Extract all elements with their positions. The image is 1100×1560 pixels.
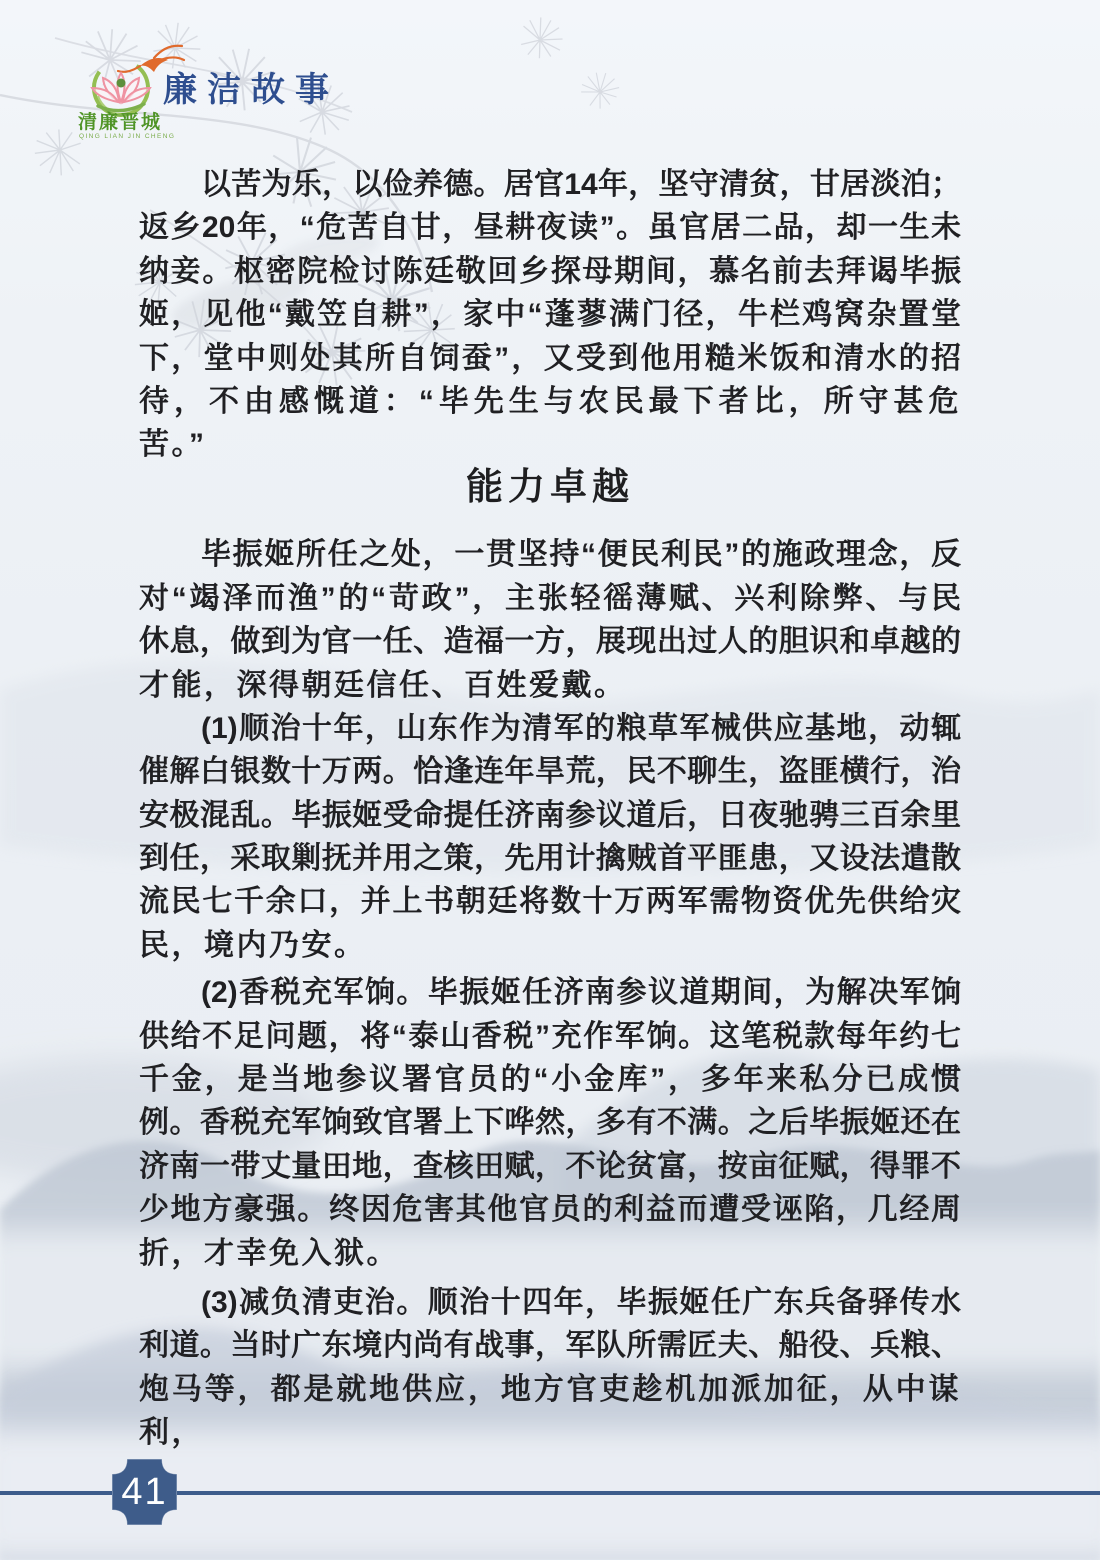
paragraph (139, 163, 961, 462)
paragraph (139, 971, 961, 1275)
paragraph (139, 1281, 961, 1450)
page-number: 41 (121, 1471, 168, 1513)
logo-name-cn: 清廉晋城 (78, 112, 163, 133)
text-line: 待，不由感慨道：“毕先生与农民最下者比，所守甚危苦。” (139, 384, 961, 462)
text-line: 纳妾。枢密院检讨陈廷敬回乡探母期间，慕名前去拜谒毕振 (139, 254, 961, 288)
text-line: 例。香税充军饷致官署上下哗然，多有不满。之后毕振姬还在 (139, 1106, 961, 1140)
text-line: 催解白银数十万两。恰逢连年旱荒，民不聊生，盗匪横行，治 (139, 755, 961, 789)
section-heading: 能力卓越 (466, 466, 634, 508)
text-line: (3)减负清吏治。顺治十四年，毕振姬任广东兵备驿传水 (201, 1285, 961, 1319)
paragraph (139, 707, 961, 967)
text-line: 千金，是当地参议署官员的“小金库”，多年来私分已成惯 (139, 1063, 961, 1097)
text-line: 供给不足问题，将“泰山香税”充作军饷。这笔税款每年约七 (139, 1019, 961, 1053)
text-line: 以苦为乐，以俭养德。居官14年，坚守清贫，甘居淡泊； (201, 168, 961, 201)
text-line: (2)香税充军饷。毕振姬任济南参议道期间，为解决军饷 (201, 976, 961, 1010)
column-title: 廉洁故事 (163, 71, 339, 109)
text-line: 毕振姬所任之处，一贯坚持“便民利民”的施政理念，反 (201, 538, 961, 572)
logo-seal-icon (117, 79, 126, 88)
paragraph (139, 533, 961, 707)
text-line: 安极混乱。毕振姬受命提任济南参议道后，日夜驰骋三百余里 (139, 798, 961, 832)
text-line: (1)顺治十年，山东作为清军的粮草军械供应基地，动辄 (201, 711, 961, 745)
text-line: 民，境内乃安。 (139, 928, 367, 962)
text-line: 少地方豪强。终因危害其他官员的利益而遭受诬陷，几经周 (139, 1193, 961, 1227)
text-line: 流民七千余口，并上书朝廷将数十万两军需物资优先供给灾 (139, 885, 961, 919)
text-line: 返乡20年，“危苦自甘，昼耕夜读”。虽官居二品，却一生未 (139, 211, 961, 245)
text-line: 休息，做到为官一任、造福一方，展现出过人的胆识和卓越的 (139, 625, 961, 659)
text-line: 才能，深得朝廷信任、百姓爱戴。 (139, 668, 627, 702)
text-line: 折，才幸免入狱。 (139, 1236, 399, 1270)
body-paragraphs (139, 533, 961, 1450)
text-line: 对“竭泽而渔”的“苛政”，主张轻徭薄赋、兴利除弊、与民 (139, 581, 961, 615)
text-line: 济南一带丈量田地，查核田赋，不论贫富，按亩征赋，得罪不 (139, 1149, 961, 1183)
text-line: 到任，采取剿抚并用之策，先用计擒贼首平匪患，又设法遣散 (139, 842, 961, 876)
intro-paragraph (139, 163, 961, 462)
text-line: 炮马等，都是就地供应，地方官吏趁机加派加征，从中谋利， (139, 1372, 961, 1450)
text-line: 利道。当时广东境内尚有战事，军队所需匠夫、船役、兵粮、 (139, 1329, 961, 1363)
text-line: 下，堂中则处其所自饲蚕”，又受到他用糙米饭和清水的招 (139, 341, 961, 375)
article-body (139, 163, 961, 1450)
logo-name-en: QING LIAN JIN CHENG (79, 133, 176, 140)
text-line: 姬，见他“戴笠自耕”，家中“蓬蓼满门径，牛栏鸡窝杂置堂 (139, 298, 961, 332)
